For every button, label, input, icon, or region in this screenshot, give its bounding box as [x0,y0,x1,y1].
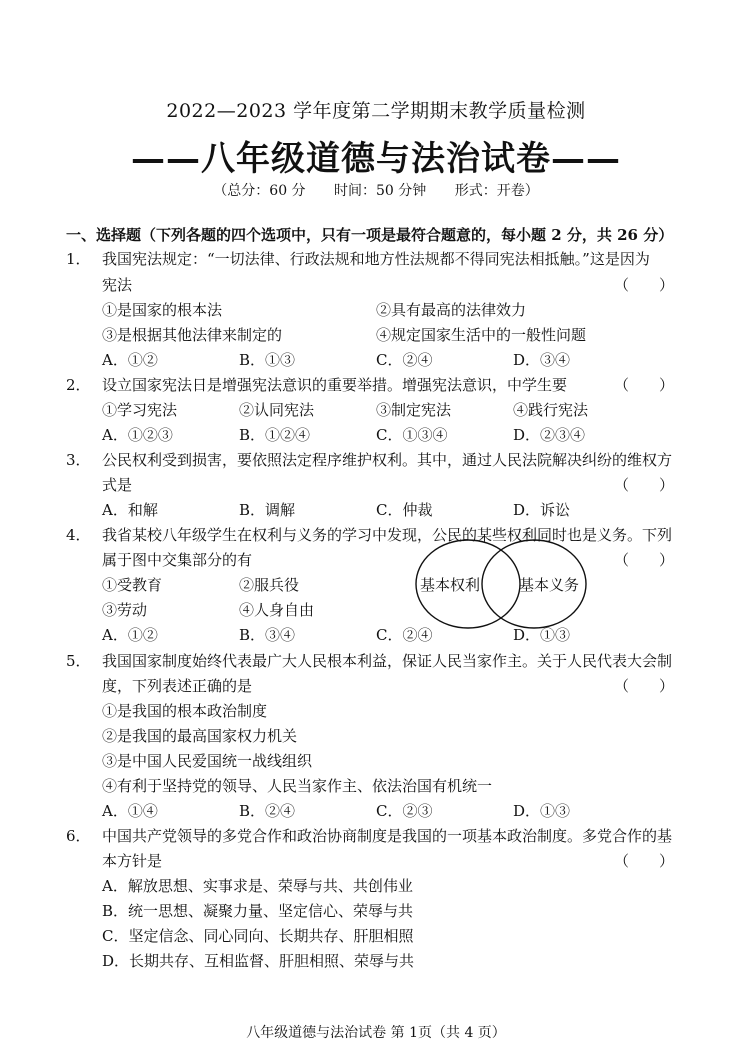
question-stem: 本方针是 [102,852,163,870]
statement-4: ④践行宪法 [513,401,589,419]
exam-title: ——八年级道德与法治试卷—— [131,139,621,179]
statement-3: ③是根据其他法律来制定的 [102,326,283,344]
page-footer: 八年级道德与法治试卷 第 1页（共 4 页） [246,1025,506,1041]
option-c: C．仲裁 [376,501,433,519]
answer-bracket: （ ） [614,276,675,294]
question-number: 5． [66,652,91,670]
time-limit: 时间：50 分钟 [334,183,427,199]
statement-2: ②认同宪法 [239,401,315,419]
statement-2: ②具有最高的法律效力 [376,301,527,319]
option-c: C．①③④ [376,426,448,444]
venn-left-label: 基本权利 [420,577,481,594]
statement-4: ④有利于坚持党的领导、人民当家作主、依法治国有机统一 [102,777,493,795]
question-stem: 我国国家制度始终代表最广大人民根本利益，保证人民当家作主。关于人民代表大会制 [102,652,673,670]
question-stem: 设立国家宪法日是增强宪法意识的重要举措。增强宪法意识，中学生要 [102,376,568,394]
option-d: D．①③ [513,802,571,820]
statement-3: ③劳动 [102,601,148,619]
statement-1: ①受教育 [102,576,163,594]
option-d: D．长期共存、互相监督、肝胆相照、荣辱与共 [102,952,415,970]
answer-bracket: （ ） [614,376,675,394]
statement-1: ①是我国的根本政治制度 [102,702,268,720]
venn-diagram [412,530,590,630]
answer-bracket: （ ） [614,677,675,695]
option-b: B．③④ [239,626,296,644]
option-b: B．②④ [239,802,296,820]
answer-bracket: （ ） [614,476,675,494]
option-a: A．①② [102,626,158,644]
option-c: C．②④ [376,626,433,644]
option-a: A．①② [102,351,158,369]
statement-4: ④规定国家生活中的一般性问题 [376,326,587,344]
question-number: 2． [66,376,91,394]
option-c: C．②③ [376,802,433,820]
total-score: （总分：60 分 [213,183,306,199]
question-number: 3． [66,451,91,469]
question-stem: 宪法 [102,276,133,294]
statement-4: ④人身自由 [239,601,315,619]
statement-1: ①学习宪法 [102,401,178,419]
option-a: A．解放思想、实事求是、荣辱与共、共创伟业 [102,877,413,895]
question-stem: 中国共产党领导的多党合作和政治协商制度是我国的一项基本政治制度。多党合作的基 [102,827,673,845]
answer-bracket: （ ） [614,551,675,569]
question-number: 1． [66,250,91,268]
option-b: B．①②④ [239,426,311,444]
statement-3: ③是中国人民爱国统一战线组织 [102,752,313,770]
exam-info [0,180,752,200]
option-b: B．①③ [239,351,296,369]
section-heading: 一、选择题（下列各题的四个选项中，只有一项是最符合题意的，每小题 2 分，共 26 分） [66,226,674,244]
option-c: C．坚定信念、同心同向、长期共存、肝胆相照 [102,927,414,945]
option-b: B．统一思想、凝聚力量、坚定信心、荣辱与共 [102,902,414,920]
question-stem: 属于图中交集部分的有 [102,551,253,569]
statement-3: ③制定宪法 [376,401,452,419]
option-a: A．①④ [102,802,158,820]
venn-right-label: 基本义务 [519,577,580,594]
option-d: D．②③④ [513,426,586,444]
question-number: 6． [66,827,91,845]
option-b: B．调解 [239,501,296,519]
question-stem: 度，下列表述正确的是 [102,677,253,695]
option-a: A．和解 [102,501,158,519]
question-stem: 我国宪法规定：“一切法律、行政法规和地方性法规都不得同宪法相抵触。”这是因为 [102,250,650,268]
option-a: A．①②③ [102,426,173,444]
answer-bracket: （ ） [614,852,675,870]
option-d: D．①③ [513,626,571,644]
option-d: D．诉讼 [513,501,571,519]
statement-1: ①是国家的根本法 [102,301,223,319]
statement-2: ②是我国的最高国家权力机关 [102,727,298,745]
question-number: 4． [66,526,91,544]
option-c: C．②④ [376,351,433,369]
question-stem: 公民权利受到损害，要依照法定程序维护权利。其中，通过人民法院解决纠纷的维权方 [102,451,673,469]
question-stem: 式是 [102,476,133,494]
statement-2: ②服兵役 [239,576,300,594]
exam-form: 形式：开卷） [454,183,539,199]
question-stem: 我省某校八年级学生在权利与义务的学习中发现，公民的某些权利同时也是义务。下列 [102,526,673,544]
option-d: D．③④ [513,351,571,369]
year-title: 2022—2023 学年度第二学期期末教学质量检测 [166,100,586,122]
